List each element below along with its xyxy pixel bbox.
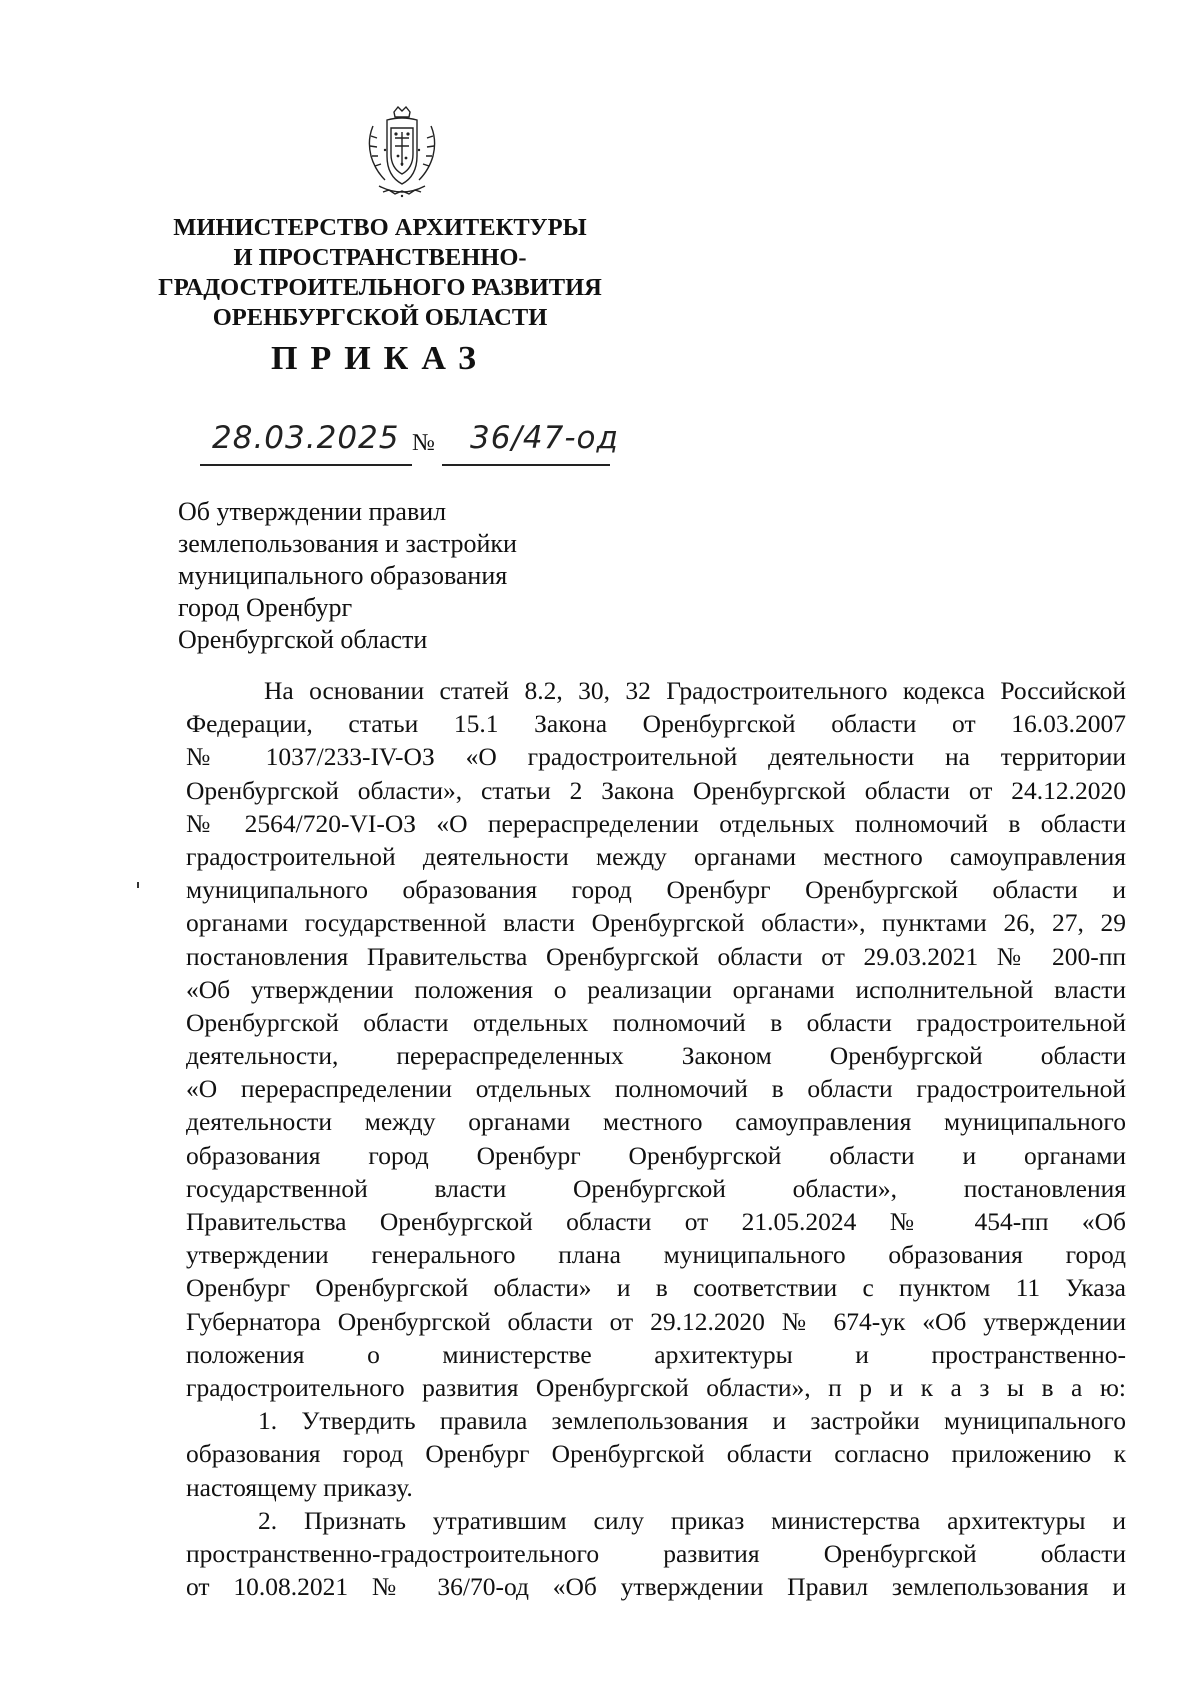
body-line: муниципального образования город Оренбург Оренбургской области и xyxy=(186,875,1126,905)
body-line: Губернатора Оренбургской области от 29.12.2020 № 674-ук «Об утверждении xyxy=(186,1306,1126,1336)
body-line: 1. Утвердить правила землепользования и застройки муниципального xyxy=(258,1406,1126,1436)
body-line: 2. Признать утратившим силу приказ министерства архитектуры и xyxy=(258,1505,1126,1535)
body-line: органами государственной власти Оренбургской области», пунктами 26, 27, 29 xyxy=(186,908,1126,938)
ministry-name-line: ГРАДОСТРОИТЕЛЬНОГО РАЗВИТИЯ xyxy=(158,274,602,301)
body-line: деятельности, перераспределенных Законом Оренбургской области xyxy=(186,1041,1126,1071)
body-line: Федерации, статьи 15.1 Закона Оренбургской области от 16.03.2007 xyxy=(186,709,1126,739)
body-line: Правительства Оренбургской области от 21.05.2024 № 454-пп «Об xyxy=(186,1207,1126,1236)
body-line: от 10.08.2021 № 36/70-од «Об утверждении Правил землепользования и xyxy=(186,1572,1126,1602)
subject-line: муниципального образования xyxy=(178,561,508,590)
ministry-name-line: ОРЕНБУРГСКОЙ ОБЛАСТИ xyxy=(212,304,548,331)
number-underline xyxy=(442,464,610,466)
ministry-name xyxy=(140,213,620,333)
coat-of-arms-icon xyxy=(365,106,439,202)
body-line: градостроительной деятельности между органами местного самоуправления xyxy=(186,841,1126,871)
body-line: На основании статей 8.2, 30, 32 Градостроительного кодекса Российской xyxy=(264,676,1126,705)
number-label: № xyxy=(412,430,435,456)
document-body xyxy=(186,674,1126,1603)
subject-line: землепользования и застройки xyxy=(178,529,517,558)
registration-number: 36/47-од xyxy=(470,420,619,456)
subject-line: город Оренбург xyxy=(178,593,353,622)
scan-speck xyxy=(137,882,139,888)
body-line: № 2564/720-VI-ОЗ «О перераспределении отдельных полномочий в области xyxy=(186,808,1126,838)
document-subject xyxy=(178,496,658,656)
body-line: образования город Оренбург Оренбургской области согласно приложению к xyxy=(186,1439,1126,1469)
body-line: «Об утверждении положения о реализации органами исполнительной власти xyxy=(186,974,1126,1004)
subject-line: Оренбургской области xyxy=(178,625,428,654)
body-line: Оренбургской области отдельных полномочий в области градостроительной xyxy=(186,1007,1126,1037)
body-line: Оренбургской области», статьи 2 Закона Оренбургской области от 24.12.2020 xyxy=(186,775,1126,805)
body-line: государственной власти Оренбургской области», постановления xyxy=(186,1173,1126,1203)
body-line: образования город Оренбург Оренбургской области и органами xyxy=(186,1140,1126,1170)
body-line: настоящему приказу. xyxy=(186,1472,413,1502)
ministry-name-line: И ПРОСТРАНСТВЕННО- xyxy=(233,244,527,271)
body-line: положения о министерстве архитектуры и пространственно- xyxy=(186,1339,1126,1369)
body-line: «О перераспределении отдельных полномочий в области градостроительной xyxy=(186,1074,1126,1104)
date-underline xyxy=(200,464,412,466)
ministry-name-line: МИНИСТЕРСТВО АРХИТЕКТУРЫ xyxy=(173,214,587,241)
body-line: Оренбург Оренбургской области» и в соответствии с пунктом 11 Указа xyxy=(186,1273,1126,1303)
body-line: утверждении генерального плана муниципального образования город xyxy=(186,1240,1126,1270)
body-line: № 1037/233-IV-ОЗ «О градостроительной деятельности на территории xyxy=(186,742,1126,772)
body-line: градостроительного развития Оренбургской области», п р и к а з ы в а ю: xyxy=(186,1372,1126,1402)
registration-date: 28.03.2025 xyxy=(212,420,400,456)
document-type-title: ПРИКАЗ xyxy=(271,340,489,377)
body-line: пространственно-градостроительного развития Оренбургской области xyxy=(186,1538,1126,1568)
body-line: деятельности между органами местного самоуправления муниципального xyxy=(186,1107,1126,1137)
subject-line: Об утверждении правил xyxy=(178,497,447,526)
body-line: постановления Правительства Оренбургской области от 29.03.2021 № 200-пп xyxy=(186,941,1126,971)
